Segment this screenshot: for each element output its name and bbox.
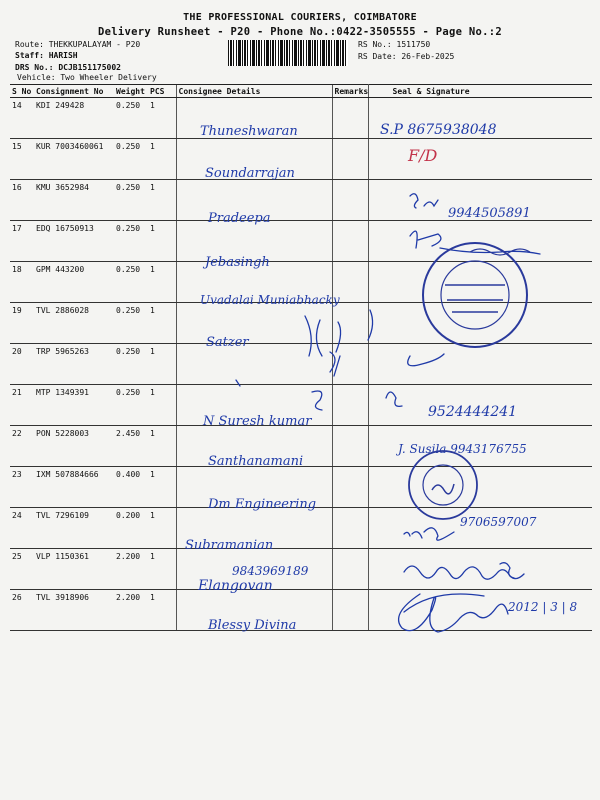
handwritten-consignee: Satzer [206, 335, 249, 350]
handwritten-consignee: Santhanamani [208, 454, 304, 469]
table-header [10, 85, 592, 98]
consignment-cell: EDQ 16750913 [34, 221, 114, 262]
consignment-cell: VLP 1150361 [34, 549, 114, 590]
seal-cell [368, 221, 592, 262]
handwritten-phone: 9843969189 [232, 564, 309, 578]
consignee-cell [176, 303, 332, 344]
pcs-cell: 1 [148, 262, 176, 303]
pcs-cell: 1 [148, 303, 176, 344]
handwritten-date: 2012 | 3 | 8 [508, 600, 578, 614]
pcs-cell: 1 [148, 139, 176, 180]
sno-cell: 15 [10, 139, 34, 180]
table-row [10, 303, 592, 344]
pcs-cell: 1 [148, 590, 176, 631]
seal-cell [368, 262, 592, 303]
runsheet-subtitle: Delivery Runsheet - P20 - Phone No.:0422-3505555 - Page No.:2 [98, 26, 502, 38]
handwritten-consignee: N Suresh kumar [203, 414, 312, 429]
remarks-cell [332, 221, 368, 262]
rs-date: RS Date: 26-Feb-2025 [358, 52, 455, 61]
weight-cell: 0.250 [114, 139, 148, 180]
consignment-cell: TRP 5965263 [34, 344, 114, 385]
seal-cell [368, 139, 592, 180]
weight-cell: 0.250 [114, 344, 148, 385]
col-sno: S No [10, 85, 34, 98]
sno-cell: 20 [10, 344, 34, 385]
handwritten-consignee: Soundarrajan [205, 166, 295, 181]
col-weight: Weight [114, 85, 148, 98]
remarks-cell [332, 344, 368, 385]
table-row [10, 590, 592, 631]
sno-cell: 22 [10, 426, 34, 467]
sno-cell: 18 [10, 262, 34, 303]
weight-cell: 0.250 [114, 180, 148, 221]
handwritten-consignee: Elangovan [198, 578, 273, 594]
weight-cell: 0.200 [114, 508, 148, 549]
handwritten-phone: 9706597007 [460, 515, 537, 529]
col-pcs: PCS [148, 85, 176, 98]
consignment-cell: KDI 249428 [34, 98, 114, 139]
remarks-cell [332, 139, 368, 180]
weight-cell: 0.250 [114, 221, 148, 262]
weight-cell: 2.200 [114, 549, 148, 590]
consignment-cell: TVL 7296109 [34, 508, 114, 549]
col-consignment: Consignment No [34, 85, 114, 98]
remarks-cell [332, 385, 368, 426]
remarks-cell [332, 590, 368, 631]
handwritten-name-phone: J. Susila 9943176755 [398, 442, 527, 456]
drs-number: DRS No.: DCJB151175002 [15, 63, 121, 72]
weight-cell: 0.250 [114, 385, 148, 426]
consignment-cell: MTP 1349391 [34, 385, 114, 426]
pcs-cell: 1 [148, 508, 176, 549]
staff-label: Staff: HARISH [15, 51, 78, 60]
remarks-cell [332, 180, 368, 221]
pcs-cell: 1 [148, 98, 176, 139]
company-title: THE PROFESSIONAL COURIERS, COIMBATORE [183, 12, 417, 23]
table-row [10, 139, 592, 180]
col-remarks: Remarks [332, 85, 368, 98]
remarks-cell [332, 549, 368, 590]
handwritten-fd-note: F/D [408, 146, 438, 165]
weight-cell: 2.450 [114, 426, 148, 467]
pcs-cell: 1 [148, 344, 176, 385]
pcs-cell: 1 [148, 467, 176, 508]
sno-cell: 26 [10, 590, 34, 631]
weight-cell: 0.400 [114, 467, 148, 508]
remarks-cell [332, 98, 368, 139]
consignment-cell: GPM 443200 [34, 262, 114, 303]
route-label: Route: THEKKUPALAYAM - P20 [15, 40, 141, 49]
handwritten-phone: S.P 8675938048 [380, 122, 497, 138]
table-row [10, 221, 592, 262]
pcs-cell: 1 [148, 385, 176, 426]
seal-cell [368, 467, 592, 508]
handwritten-consignee: Dm Engineering [208, 497, 317, 512]
table-row [10, 344, 592, 385]
pcs-cell: 1 [148, 221, 176, 262]
consignment-cell: PON 5228003 [34, 426, 114, 467]
consignment-cell: TVL 2886028 [34, 303, 114, 344]
remarks-cell [332, 426, 368, 467]
pcs-cell: 1 [148, 426, 176, 467]
col-consignee: Consignee Details [176, 85, 332, 98]
handwritten-consignee: Pradeepa [208, 211, 271, 226]
handwritten-consignee: Thuneshwaran [200, 124, 298, 139]
consignee-cell [176, 344, 332, 385]
sno-cell: 14 [10, 98, 34, 139]
seal-cell [368, 344, 592, 385]
seal-cell [368, 549, 592, 590]
sno-cell: 24 [10, 508, 34, 549]
sno-cell: 17 [10, 221, 34, 262]
sno-cell: 19 [10, 303, 34, 344]
barcode [228, 40, 348, 66]
weight-cell: 2.200 [114, 590, 148, 631]
sno-cell: 25 [10, 549, 34, 590]
handwritten-consignee: Uvadalai Muniabhacky [200, 293, 340, 307]
pcs-cell: 1 [148, 180, 176, 221]
seal-cell [368, 303, 592, 344]
handwritten-consignee: Subramanian [185, 538, 274, 553]
handwritten-phone: 9944505891 [448, 206, 531, 221]
table-row [10, 98, 592, 139]
consignment-cell: KMU 3652984 [34, 180, 114, 221]
pcs-cell: 1 [148, 549, 176, 590]
sno-cell: 21 [10, 385, 34, 426]
consignment-cell: TVL 3918906 [34, 590, 114, 631]
weight-cell: 0.250 [114, 262, 148, 303]
remarks-cell [332, 508, 368, 549]
sno-cell: 16 [10, 180, 34, 221]
remarks-cell [332, 303, 368, 344]
vehicle-label: Vehicle: Two Wheeler Delivery [17, 73, 157, 82]
consignment-cell: IXM 507884666 [34, 467, 114, 508]
weight-cell: 0.250 [114, 303, 148, 344]
handwritten-consignee: Jebasingh [205, 255, 270, 270]
weight-cell: 0.250 [114, 98, 148, 139]
consignment-cell: KUR 7003460061 [34, 139, 114, 180]
runsheet-table [10, 84, 592, 631]
remarks-cell [332, 467, 368, 508]
handwritten-phone: 9524444241 [428, 404, 518, 420]
sno-cell: 23 [10, 467, 34, 508]
handwritten-consignee: Blessy Divina [208, 618, 297, 633]
col-seal: Seal & Signature [368, 85, 592, 98]
rs-number: RS No.: 1511750 [358, 40, 431, 49]
